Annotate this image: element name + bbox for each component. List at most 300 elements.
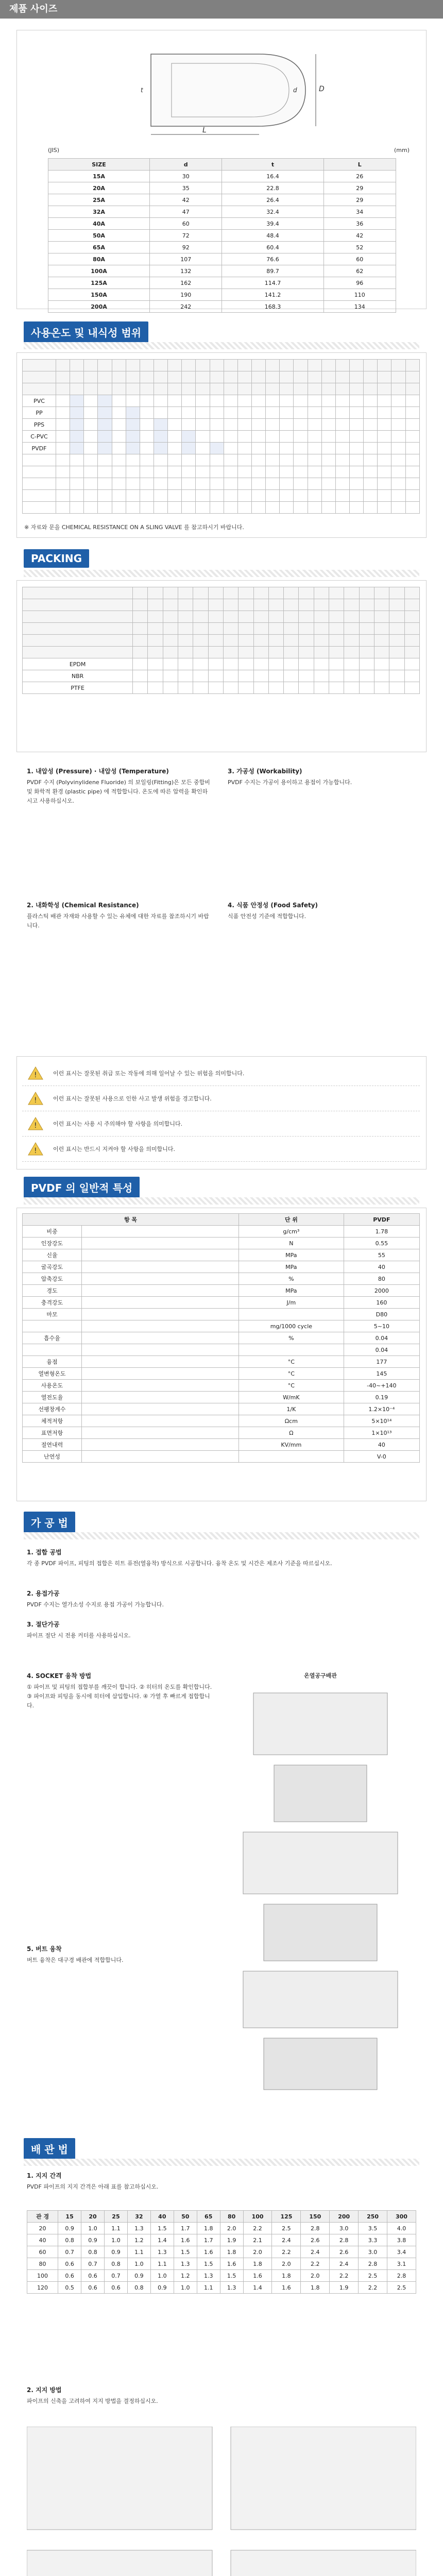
warning-icon bbox=[25, 1065, 46, 1081]
temp-cell bbox=[112, 443, 126, 454]
pvdf-row bbox=[23, 1238, 420, 1249]
spec-cell: 242 bbox=[150, 301, 222, 313]
pvdf-row bbox=[23, 1249, 420, 1261]
temp-header-cell bbox=[378, 360, 391, 371]
packing-cell bbox=[163, 670, 178, 682]
spec-cell: 96 bbox=[323, 277, 396, 289]
pvdf-item: 표면저항 bbox=[23, 1427, 82, 1439]
support-value: 1.8 bbox=[197, 2223, 220, 2234]
packing-header-cell bbox=[253, 635, 268, 647]
support-size: 125 bbox=[272, 2211, 301, 2223]
temp-header-cell bbox=[70, 371, 84, 383]
temp-cell bbox=[154, 502, 167, 514]
temp-cell bbox=[196, 419, 210, 431]
support-value: 3.4 bbox=[387, 2246, 416, 2258]
pvdf-value: 2000 bbox=[344, 1285, 419, 1297]
temp-cell bbox=[23, 502, 56, 514]
temp-cell bbox=[154, 395, 167, 407]
packing-header-cell bbox=[299, 611, 314, 623]
temp-cell bbox=[349, 466, 363, 478]
spec-cell: 26.4 bbox=[222, 194, 323, 206]
temp-cell bbox=[364, 454, 378, 466]
temp-cell bbox=[280, 407, 294, 419]
support-size: 20 bbox=[81, 2211, 105, 2223]
packing-header-cell bbox=[268, 623, 283, 635]
temp-header-cell bbox=[84, 383, 98, 395]
temp-cell bbox=[364, 466, 378, 478]
temp-cell bbox=[98, 478, 112, 490]
temp-header-cell bbox=[294, 371, 308, 383]
packing-header-cell bbox=[404, 647, 419, 658]
spec-cell: 60.4 bbox=[222, 242, 323, 253]
temp-cell bbox=[224, 443, 237, 454]
svg-text:t: t bbox=[141, 87, 143, 94]
spec-row bbox=[48, 253, 396, 265]
temp-cell bbox=[280, 466, 294, 478]
packing-header-cell bbox=[329, 599, 344, 611]
packing-header-cell bbox=[374, 635, 389, 647]
pvdf-unit: °C bbox=[239, 1368, 344, 1380]
temp-cell bbox=[168, 407, 182, 419]
support-value: 0.7 bbox=[104, 2270, 127, 2282]
temp-cell bbox=[251, 431, 265, 443]
spec-cell: 89.7 bbox=[222, 265, 323, 277]
temp-blank-row bbox=[23, 478, 420, 490]
temp-cell bbox=[378, 502, 391, 514]
process-3 bbox=[27, 1620, 408, 1640]
pvdf-method bbox=[82, 1403, 239, 1415]
pvdf-unit bbox=[239, 1451, 344, 1463]
packing-header-cell bbox=[299, 635, 314, 647]
packing-cell bbox=[329, 658, 344, 670]
packing-cell bbox=[284, 670, 299, 682]
support-value: 1.8 bbox=[301, 2282, 330, 2294]
temp-cell bbox=[210, 502, 224, 514]
temp-cell bbox=[56, 490, 70, 502]
packing-header-cell bbox=[223, 611, 238, 623]
temp-cell bbox=[294, 490, 308, 502]
pvdf-unit: 1/K bbox=[239, 1403, 344, 1415]
support-value: 2.8 bbox=[330, 2234, 359, 2246]
packing-material-row bbox=[23, 682, 420, 694]
temp-header-cell bbox=[266, 383, 280, 395]
pvdf-row bbox=[23, 1273, 420, 1285]
pvdf-method bbox=[82, 1320, 239, 1332]
packing-cell bbox=[223, 670, 238, 682]
temp-material-name: PP bbox=[23, 407, 56, 419]
temp-cell bbox=[280, 502, 294, 514]
support-size: 300 bbox=[387, 2211, 416, 2223]
temp-cell bbox=[98, 395, 112, 407]
packing-cell bbox=[299, 658, 314, 670]
packing-header-cell bbox=[178, 611, 193, 623]
pvdf-item: 절연내력 bbox=[23, 1439, 82, 1451]
temp-cell bbox=[84, 478, 98, 490]
support-value: 1.0 bbox=[104, 2234, 127, 2246]
temp-cell bbox=[405, 443, 419, 454]
temp-cell bbox=[196, 395, 210, 407]
temp-header-cell bbox=[237, 371, 251, 383]
temp-cell bbox=[335, 395, 349, 407]
temp-cell bbox=[237, 490, 251, 502]
temp-header-cell bbox=[308, 383, 321, 395]
temp-cell bbox=[378, 407, 391, 419]
temp-header-cell bbox=[168, 360, 182, 371]
temp-cell bbox=[391, 478, 405, 490]
support-value: 3.3 bbox=[359, 2234, 387, 2246]
support-value: 1.6 bbox=[174, 2234, 197, 2246]
temp-cell bbox=[224, 454, 237, 466]
packing-header-cell bbox=[329, 611, 344, 623]
temp-cell bbox=[196, 466, 210, 478]
temp-cell bbox=[266, 454, 280, 466]
temp-cell bbox=[251, 395, 265, 407]
temp-cell bbox=[251, 478, 265, 490]
packing-header-cell bbox=[284, 647, 299, 658]
temp-cell bbox=[349, 490, 363, 502]
temp-cell bbox=[251, 466, 265, 478]
temp-cell bbox=[84, 466, 98, 478]
temp-cell bbox=[294, 395, 308, 407]
temp-cell bbox=[182, 395, 196, 407]
temp-cell bbox=[154, 419, 167, 431]
temp-cell bbox=[140, 443, 154, 454]
temp-cell bbox=[84, 431, 98, 443]
spec-row bbox=[48, 194, 396, 206]
temp-cell bbox=[112, 419, 126, 431]
pvdf-value: 160 bbox=[344, 1297, 419, 1309]
packing-header-cell bbox=[389, 587, 404, 599]
packing-header-cell bbox=[193, 611, 208, 623]
warning-icon bbox=[25, 1141, 46, 1157]
temp-section-tag: 사용온도 및 내식성 범위 bbox=[24, 321, 148, 343]
spec-row bbox=[48, 242, 396, 253]
packing-cell bbox=[178, 670, 193, 682]
temp-cell bbox=[405, 407, 419, 419]
packing-cell bbox=[404, 682, 419, 694]
temp-cell bbox=[308, 395, 321, 407]
packing-header-cell bbox=[389, 635, 404, 647]
support-value: 2.4 bbox=[301, 2246, 330, 2258]
pvdf-row bbox=[23, 1332, 420, 1344]
packing-header-cell bbox=[284, 635, 299, 647]
packing-header-cell bbox=[329, 623, 344, 635]
temp-header-cell bbox=[321, 383, 335, 395]
packing-cell bbox=[148, 682, 163, 694]
packing-header-cell bbox=[133, 587, 148, 599]
support-value: 2.8 bbox=[301, 2223, 330, 2234]
temp-cell bbox=[391, 431, 405, 443]
temp-cell bbox=[84, 454, 98, 466]
packing-header-cell bbox=[253, 623, 268, 635]
temp-cell bbox=[182, 443, 196, 454]
temp-header-cell bbox=[126, 371, 140, 383]
packing-header-cell bbox=[344, 611, 359, 623]
temp-cell bbox=[182, 431, 196, 443]
packing-header-cell bbox=[148, 611, 163, 623]
temp-header-cell bbox=[364, 383, 378, 395]
temp-cell bbox=[308, 502, 321, 514]
temp-cell bbox=[56, 466, 70, 478]
temp-header-cell bbox=[391, 371, 405, 383]
packing-header-cell bbox=[374, 599, 389, 611]
temp-cell bbox=[210, 419, 224, 431]
spec-cell: 125A bbox=[48, 277, 150, 289]
pvdf-unit: N bbox=[239, 1238, 344, 1249]
temp-header-cell bbox=[154, 383, 167, 395]
packing-header-cell bbox=[374, 647, 389, 658]
temp-header-cell bbox=[378, 383, 391, 395]
support-size: 32 bbox=[127, 2211, 150, 2223]
support-value: 1.3 bbox=[127, 2223, 150, 2234]
support-value: 1.7 bbox=[197, 2234, 220, 2246]
support-value: 0.6 bbox=[81, 2270, 105, 2282]
support-value: 2.2 bbox=[330, 2270, 359, 2282]
packing-header-cell bbox=[193, 623, 208, 635]
packing-material-row bbox=[23, 658, 420, 670]
spec-cell: 92 bbox=[150, 242, 222, 253]
support-value: 2.2 bbox=[301, 2258, 330, 2270]
temp-cell bbox=[112, 490, 126, 502]
spec-cell: 65A bbox=[48, 242, 150, 253]
svg-text:!: ! bbox=[34, 1096, 37, 1105]
packing-header-cell bbox=[374, 623, 389, 635]
packing-header-cell bbox=[163, 635, 178, 647]
temp-header-cell bbox=[70, 383, 84, 395]
temp-cell bbox=[251, 490, 265, 502]
packing-cell bbox=[133, 658, 148, 670]
temp-cell bbox=[405, 502, 419, 514]
process-5-title: 5. 버트 융착 bbox=[27, 1945, 62, 1953]
spec-cell: 60 bbox=[323, 253, 396, 265]
temp-header-cell bbox=[294, 383, 308, 395]
support-value: 1.5 bbox=[150, 2223, 174, 2234]
temp-header-cell bbox=[112, 371, 126, 383]
spec-cell: 39.4 bbox=[222, 218, 323, 230]
packing-header-cell bbox=[374, 611, 389, 623]
stripe bbox=[24, 1532, 419, 1539]
temp-material-name: C-PVC bbox=[23, 431, 56, 443]
temp-cell bbox=[23, 478, 56, 490]
temp-cell bbox=[308, 407, 321, 419]
temp-cell bbox=[196, 443, 210, 454]
spec-cell: 132 bbox=[150, 265, 222, 277]
spec-cell: 76.6 bbox=[222, 253, 323, 265]
temp-cell bbox=[349, 395, 363, 407]
temp-cell bbox=[294, 466, 308, 478]
spec-cell: 168.3 bbox=[222, 301, 323, 313]
packing-cell bbox=[374, 658, 389, 670]
packing-header-cell bbox=[344, 599, 359, 611]
temp-cell bbox=[70, 490, 84, 502]
pvdf-row bbox=[23, 1226, 420, 1238]
temp-cell bbox=[210, 395, 224, 407]
support-value: 3.1 bbox=[387, 2258, 416, 2270]
temp-header-row bbox=[23, 383, 420, 395]
temp-cell bbox=[378, 490, 391, 502]
packing-header-cell bbox=[404, 611, 419, 623]
pvdf-item: 난연성 bbox=[23, 1451, 82, 1463]
spec-cell: 62 bbox=[323, 265, 396, 277]
temp-cell bbox=[112, 502, 126, 514]
pvdf-col-unit: 단 위 bbox=[239, 1214, 344, 1226]
packing-header-cell bbox=[208, 599, 223, 611]
packing-tag-wrap bbox=[24, 549, 89, 568]
temp-cell bbox=[70, 443, 84, 454]
process-4-title: 4. SOCKET 융착 방법 bbox=[27, 1672, 92, 1680]
temp-cell bbox=[308, 431, 321, 443]
spec-cell: 48.4 bbox=[222, 230, 323, 242]
temp-cell bbox=[168, 502, 182, 514]
temp-cell bbox=[70, 407, 84, 419]
packing-cell bbox=[374, 670, 389, 682]
support-corner: 관 경 bbox=[27, 2211, 58, 2223]
packing-cell bbox=[208, 658, 223, 670]
temp-header-cell bbox=[364, 371, 378, 383]
temp-cell bbox=[391, 454, 405, 466]
temp-cell bbox=[112, 395, 126, 407]
temp-cell bbox=[126, 431, 140, 443]
pvdf-row bbox=[23, 1451, 420, 1463]
svg-text:L: L bbox=[202, 126, 207, 134]
pvdf-method bbox=[82, 1415, 239, 1427]
support-size: 80 bbox=[220, 2211, 243, 2223]
temp-header-cell bbox=[251, 371, 265, 383]
spec-cell: 141.2 bbox=[222, 289, 323, 301]
temp-cell bbox=[168, 419, 182, 431]
temp-header-cell bbox=[405, 371, 419, 383]
packing-header-cell bbox=[359, 635, 374, 647]
temp-header-cell bbox=[349, 360, 363, 371]
temp-header-cell bbox=[280, 360, 294, 371]
pvdf-unit: % bbox=[239, 1273, 344, 1285]
temp-header-cell bbox=[70, 360, 84, 371]
temp-header-cell bbox=[224, 371, 237, 383]
support-row bbox=[27, 2270, 416, 2282]
packing-cell bbox=[268, 670, 283, 682]
temp-cell bbox=[294, 419, 308, 431]
temp-cell bbox=[112, 407, 126, 419]
pvdf-method bbox=[82, 1380, 239, 1392]
spec-cell: 26 bbox=[323, 171, 396, 182]
temp-header-cell bbox=[335, 383, 349, 395]
pvdf-method bbox=[82, 1297, 239, 1309]
temp-cell bbox=[237, 419, 251, 431]
pvdf-unit: W/mK bbox=[239, 1392, 344, 1403]
packing-header-cell bbox=[133, 647, 148, 658]
spec-cell: 16.4 bbox=[222, 171, 323, 182]
packing-cell bbox=[359, 658, 374, 670]
temp-tag-wrap bbox=[24, 321, 148, 343]
temp-header-cell bbox=[126, 383, 140, 395]
temp-cell bbox=[112, 454, 126, 466]
temp-cell bbox=[378, 466, 391, 478]
support-value: 0.8 bbox=[104, 2258, 127, 2270]
packing-header-cell bbox=[23, 599, 133, 611]
col-d: d bbox=[150, 159, 222, 171]
temp-header-cell bbox=[391, 383, 405, 395]
temp-header-cell bbox=[224, 383, 237, 395]
spec-cell: 107 bbox=[150, 253, 222, 265]
packing-header-cell bbox=[178, 587, 193, 599]
temp-header-cell bbox=[266, 360, 280, 371]
packing-frame bbox=[16, 580, 427, 752]
spec-cell: 20A bbox=[48, 182, 150, 194]
temp-cell bbox=[237, 502, 251, 514]
warning-row bbox=[22, 1086, 420, 1111]
packing-cell bbox=[404, 658, 419, 670]
pvdf-item: 흡수율 bbox=[23, 1332, 82, 1344]
packing-cell bbox=[329, 682, 344, 694]
piping-frame bbox=[16, 2169, 427, 2576]
packing-header-cell bbox=[223, 599, 238, 611]
support-value: 1.1 bbox=[197, 2282, 220, 2294]
stripe bbox=[24, 570, 419, 577]
temp-cell bbox=[321, 478, 335, 490]
temp-cell bbox=[224, 490, 237, 502]
pvdf-item: 비중 bbox=[23, 1226, 82, 1238]
temp-header-cell bbox=[23, 360, 56, 371]
packing-header-cell bbox=[178, 599, 193, 611]
temp-cell bbox=[378, 419, 391, 431]
process-3-title: 3. 절단가공 bbox=[27, 1621, 60, 1628]
temp-cell bbox=[308, 454, 321, 466]
packing-header-cell bbox=[389, 611, 404, 623]
packing-header-cell bbox=[163, 587, 178, 599]
packing-cell bbox=[133, 682, 148, 694]
temp-cell bbox=[280, 478, 294, 490]
support-value: 1.0 bbox=[150, 2270, 174, 2282]
temp-header-cell bbox=[349, 371, 363, 383]
temp-cell bbox=[56, 431, 70, 443]
temp-cell bbox=[391, 443, 405, 454]
temp-cell bbox=[391, 490, 405, 502]
pvdf-value: 0.55 bbox=[344, 1238, 419, 1249]
packing-header-cell bbox=[148, 647, 163, 658]
warning-row bbox=[22, 1061, 420, 1086]
packing-header-cell bbox=[238, 611, 253, 623]
pvdf-row bbox=[23, 1415, 420, 1427]
packing-header-cell bbox=[208, 611, 223, 623]
pvdf-item: 선팽창계수 bbox=[23, 1403, 82, 1415]
support-value: 1.7 bbox=[174, 2223, 197, 2234]
temp-cell bbox=[126, 407, 140, 419]
support-value: 0.6 bbox=[81, 2282, 105, 2294]
temp-header-cell bbox=[23, 383, 56, 395]
packing-header-cell bbox=[208, 647, 223, 658]
support-temp: 20 bbox=[27, 2223, 58, 2234]
piping-2-title: 2. 지지 방법 bbox=[27, 2386, 62, 2394]
packing-cell bbox=[268, 658, 283, 670]
pvdf-value: 145 bbox=[344, 1368, 419, 1380]
spec-cell: 150A bbox=[48, 289, 150, 301]
temp-cell bbox=[140, 407, 154, 419]
temp-header-cell bbox=[335, 371, 349, 383]
support-value: 0.6 bbox=[104, 2282, 127, 2294]
packing-header-row bbox=[23, 611, 420, 623]
spec-row bbox=[48, 301, 396, 313]
packing-header-cell bbox=[329, 647, 344, 658]
pvdf-method bbox=[82, 1344, 239, 1356]
packing-header-cell bbox=[299, 587, 314, 599]
col-size: SIZE bbox=[48, 159, 150, 171]
packing-header-cell bbox=[314, 611, 329, 623]
packing-header-cell bbox=[299, 623, 314, 635]
packing-cell bbox=[163, 682, 178, 694]
support-value: 2.8 bbox=[387, 2270, 416, 2282]
temp-header-cell bbox=[237, 360, 251, 371]
temp-frame bbox=[16, 352, 427, 538]
